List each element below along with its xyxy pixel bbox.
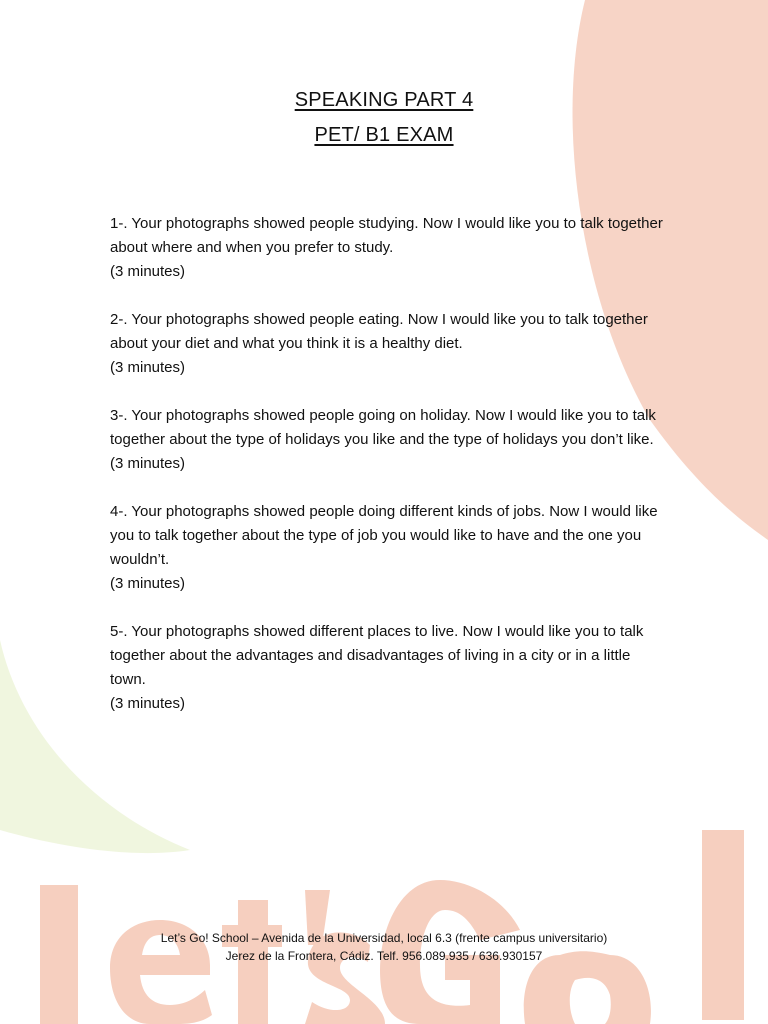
question-item — [110, 500, 670, 596]
question-text: 2-. Your photographs showed people eating. Now I would like you to talk together about your diet and what you think it is a healthy diet. — [110, 311, 648, 352]
question-duration: (3 minutes) — [110, 455, 186, 472]
question-item — [110, 620, 670, 716]
question-item — [110, 404, 670, 476]
question-text: 1-. Your photographs showed people studying. Now I would like you to talk together about where and when you prefer to study. — [110, 215, 663, 256]
question-duration: (3 minutes) — [110, 695, 186, 712]
page-subtitle: PET/ B1 EXAM — [314, 124, 454, 146]
question-item — [110, 212, 670, 284]
footer-line-2: Jerez de la Frontera, Cádiz. Telf. 956.089.935 / 636.930157 — [225, 949, 543, 963]
question-text: 4-. Your photographs showed people doing different kinds of jobs. Now I would like you to talk together about the type of job you would like to have and the one you wouldn’t. — [110, 503, 658, 568]
question-duration: (3 minutes) — [110, 359, 186, 376]
page-title: SPEAKING PART 4 — [294, 89, 474, 111]
question-list — [110, 212, 670, 740]
question-item — [110, 308, 670, 380]
question-text: 5-. Your photographs showed different places to live. Now I would like you to talk together about the advantages and disadvantages of living in a city or in a little town. — [110, 623, 644, 688]
question-duration: (3 minutes) — [110, 263, 186, 280]
question-text: 3-. Your photographs showed people going on holiday. Now I would like you to talk together about the type of holidays you like and the type of holidays you don’t like. — [110, 407, 656, 448]
question-duration: (3 minutes) — [110, 575, 186, 592]
footer-line-1: Let’s Go! School – Avenida de la Universidad, local 6.3 (frente campus universitario) — [160, 931, 608, 945]
footer-address — [0, 929, 768, 965]
